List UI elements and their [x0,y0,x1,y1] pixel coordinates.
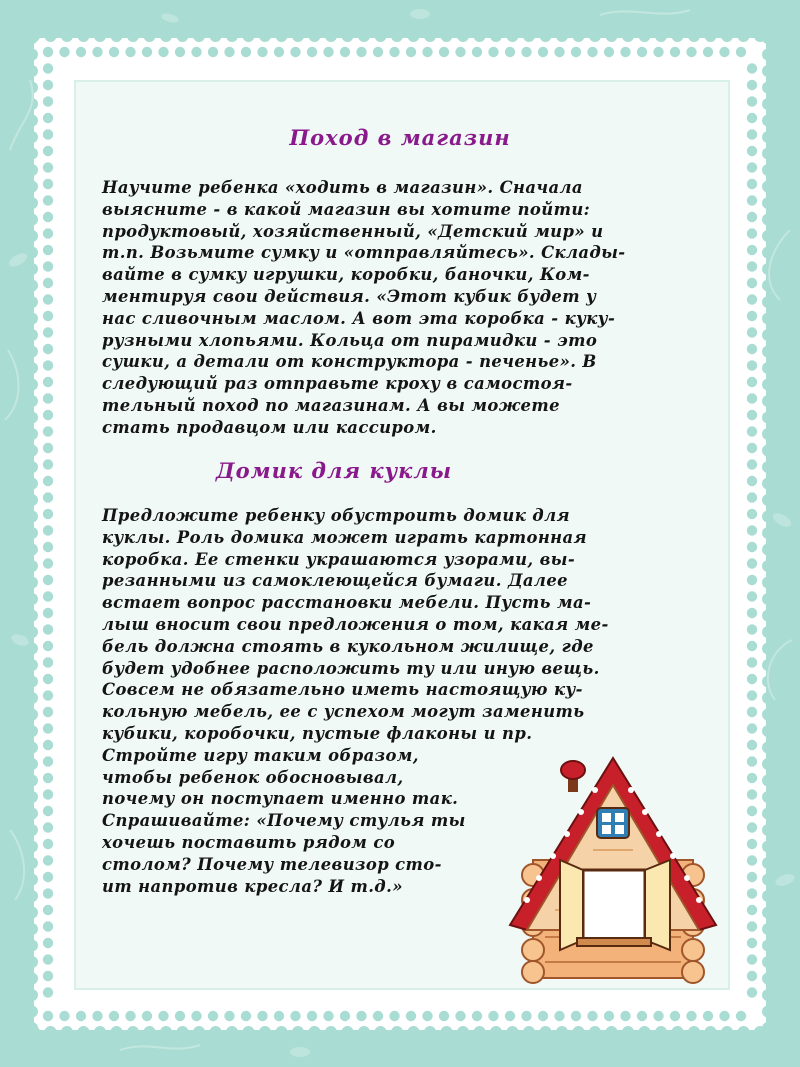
section-title-shopping: Поход в магазин [289,125,511,150]
text-line: столом? Почему телевизор сто- [102,854,442,874]
text-line: почему он поступает именно так. [102,789,459,809]
text-line: Стройте игру таким образом, [102,745,419,765]
text-line: ит напротив кресла? И т.д.» [102,876,403,896]
text-line: кубики, коробочки, пустые флаконы и пр. [102,723,533,743]
text-line: тельный поход по магазинам. А вы можете [102,395,560,415]
text-line: т.п. Возьмите сумку и «отправляйтесь». Склады- [102,243,626,263]
text-line: продуктовый, хозяйственный, «Детский мир» и [102,221,604,241]
text-line: нас сливочным маслом. А вот эта коробка - куку- [102,308,616,328]
text-line: Совсем не обязательно иметь настоящую ку- [102,680,583,700]
text-line: куклы. Роль домика может играть картонная [102,527,587,547]
text-line: стать продавцом или кассиром. [102,417,437,437]
text-line: кольную мебель, ее с успехом могут заменить [102,702,585,722]
section-text-shopping [102,177,702,439]
main-window [560,860,670,950]
text-line: бель должна стоять в кукольном жилище, где [102,636,594,656]
text-line: Спрашивайте: «Почему стулья ты [102,811,466,831]
text-line: лыш вносит свои предложения о том, какая ме- [102,614,609,634]
text-line: коробка. Ее стенки украшаются узорами, вы- [102,549,576,569]
house-illustration [505,750,720,995]
text-line: рузными хлопьями. Кольца от пирамидки - это [102,330,598,350]
text-line: вайте в сумку игрушки, коробки, баночки, Ком- [102,265,590,285]
text-line: выясните - в какой магазин вы хотите пойти: [102,199,591,219]
text-line: ментируя свои действия. «Этот кубик будет у [102,286,597,306]
text-line: резанными из самоклеющейся бумаги. Далее [102,571,568,591]
text-line: встает вопрос расстановки мебели. Пусть ма- [102,593,592,613]
text-line: следующий раз отправьте кроху в самостоя- [102,374,573,394]
text-line: чтобы ребенок обосновывал, [102,767,404,787]
attic-window [597,808,629,838]
text-line: сушки, а детали от конструктора - печенье». В [102,352,597,372]
text-line: Научите ребенка «ходить в магазин». Сначала [102,178,583,197]
text-line: будет удобнее расположить ту или иную вещь. [102,658,600,678]
text-line: хочешь поставить рядом со [102,832,396,852]
section-title-doll-house: Домик для куклы [215,458,453,483]
text-line: Предложите ребенку обустроить домик для [102,506,570,525]
